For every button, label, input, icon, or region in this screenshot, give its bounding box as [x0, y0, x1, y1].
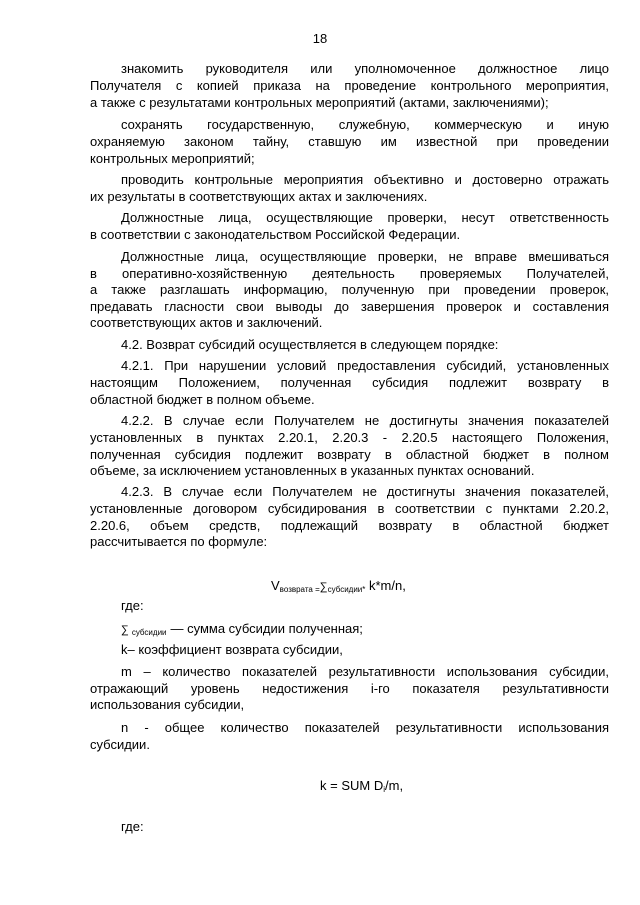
- text-line: где:: [121, 819, 144, 834]
- text-line: 4.2.2. В случае если Получателем не достигнуты значения показателей: [121, 413, 609, 428]
- formula-v: V: [271, 578, 280, 593]
- text-line: n - общее количество показателей результативности использования: [121, 720, 609, 735]
- text-line: в оперативно-хозяйственную деятельность проверяемых Получателей,: [90, 266, 609, 281]
- formula-star: *: [362, 585, 366, 594]
- text-line: а также разглашать информацию, полученную при проведении проверок,: [90, 282, 609, 297]
- formula-sigma-subscript: субсидии: [327, 585, 363, 594]
- text-line: установленных в пунктах 2.20.1, 2.20.3 - 2.20.5 настоящего Положения,: [90, 430, 609, 445]
- text-line: рассчитывается по формуле:: [90, 534, 268, 549]
- text-line: их результаты в соответствующих актах и заключениях.: [90, 189, 428, 204]
- text-line: Должностные лица, осуществляющие проверки, несут ответственность: [121, 210, 609, 225]
- text-line: соответствующих актов и заключений.: [90, 315, 323, 330]
- text-line: 4.2. Возврат субсидий осуществляется в следующем порядке:: [121, 337, 499, 352]
- formula-v-subscript: возврата: [279, 585, 313, 594]
- formula-rest: k*m/n,: [365, 578, 406, 593]
- formula-k-rest: /m,: [385, 778, 404, 793]
- sigma-symbol: ∑: [319, 581, 328, 593]
- text-line: полученная субсидия подлежит возврату в областной бюджет в полном: [90, 447, 609, 462]
- text-line: областной бюджет в полном объеме.: [90, 392, 315, 407]
- text-line: использования субсидии,: [90, 697, 245, 712]
- text-line: Должностные лица, осуществляющие проверки, не вправе вмешиваться: [121, 249, 609, 264]
- text-line: охраняемую законом тайну, ставшую им известной при проведении: [90, 134, 609, 149]
- text-line: а также с результатами контрольных мероприятий (актами, заключениями);: [90, 95, 549, 110]
- text-line: объеме, за исключением установленных в указанных пунктах оснований.: [90, 463, 535, 478]
- formula-k: [320, 778, 403, 798]
- text-line: m – количество показателей результативности использования субсидии,: [121, 664, 609, 679]
- text-line: 4.2.3. В случае если Получателем не достигнуты значения показателей,: [121, 484, 609, 499]
- formula-k-subscript: i: [383, 785, 385, 794]
- sigma-symbol: ∑: [121, 624, 129, 636]
- text-line: где:: [121, 598, 144, 613]
- text-line: предавать гласности свои выводы до завершения проверок и составления: [90, 299, 609, 314]
- text-line: 4.2.1. При нарушении условий предоставления субсидий, установленных: [121, 358, 609, 373]
- text-line: знакомить руководителя или уполномоченное должностное лицо: [121, 61, 609, 76]
- formula-equals: =: [312, 585, 320, 594]
- text-line: настоящим Положением, полученная субсидия подлежит возврату в: [90, 375, 609, 390]
- text-line: установленные договором субсидирования в соответствии с пунктами 2.20.2,: [90, 501, 609, 516]
- text-line: в соответствии с законодательством Российской Федерации.: [90, 227, 461, 242]
- formula-return-volume: [271, 578, 406, 598]
- text-line: Получателя с копией приказа на проведение контрольного мероприятия,: [90, 78, 609, 93]
- sigma-subscript: субсидии: [131, 628, 167, 637]
- text-line: отражающий уровень недостижения i-го показателя результативности: [90, 681, 609, 696]
- page-number: 18: [312, 31, 328, 46]
- sum-definition-text: — сумма субсидии полученная;: [170, 621, 363, 636]
- text-line: проводить контрольные мероприятия объективно и достоверно отражать: [121, 172, 609, 187]
- text-line: 2.20.6, объем средств, подлежащий возврату в областной бюджет: [90, 518, 609, 533]
- formula-k-text: k = SUM D: [320, 778, 384, 793]
- sum-definition: [121, 621, 363, 641]
- text-line: сохранять государственную, служебную, коммерческую и иную: [121, 117, 609, 132]
- text-line: контрольных мероприятий;: [90, 151, 255, 166]
- text-line: субсидии.: [90, 737, 150, 752]
- text-line: k– коэффициент возврата субсидии,: [121, 642, 343, 657]
